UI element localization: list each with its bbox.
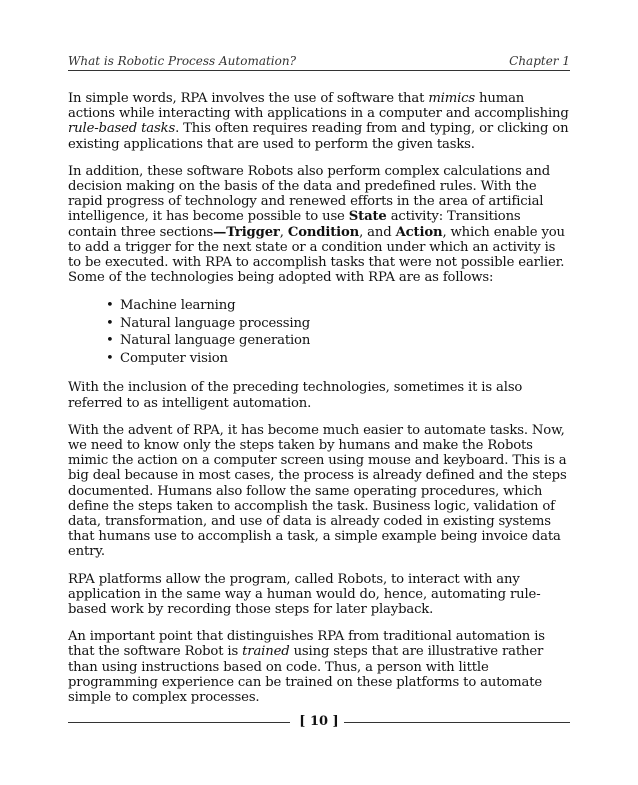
list-item: • Computer vision [120,350,570,368]
bold-action: Action [395,224,443,240]
paragraph-rpa-platforms: RPA platforms allow the program, called Robots, to interact with any application in the same way a human would do, hence, automating rule-based work by recording those steps for later playback. [68,571,541,618]
header-title: What is Robotic Process Automation? [68,54,297,68]
page-number: [ 10 ] [299,714,339,729]
text-run: , and [359,224,396,240]
bold-trigger: —Trigger [213,224,280,240]
emphasis-trained: trained [242,644,290,660]
page-body [68,91,570,717]
technology-list [68,297,570,367]
text-run: In simple words, RPA involves the use of software that [68,91,429,106]
text-run: . This often requires reading from and typing, or clicking on existing applications that are used to perform the given tasks. [68,121,569,152]
text-run: An important point that distinguishes RPA from traditional automation is that the software Robot is [68,629,545,660]
text-run: using steps that are illustrative rather than using instructions based on code. Thus, a person with little programming experience can be trained on these platforms to automate simple to complex processes. [68,644,544,706]
text-run: , which enable you to add a trigger for the next state or a condition under which an activity is to be executed. with RPA to accomplish tasks that were not possible earlier. Some of the technologies being adopted with RPA are as follows: [68,224,565,286]
list-item: • Machine learning [120,297,570,315]
bold-state: State [348,209,387,225]
text-run: In addition, these software Robots also perform complex calculations and decision making on the basis of the data and predefined rules. With the rapid progress of technology and renewed efforts in the area of artificial intelligence, it has become possible to use [68,163,551,225]
list-item: • Natural language processing [120,315,570,333]
paragraph-important-point [68,629,570,705]
text-run: , [279,224,288,240]
emphasis-mimics: mimics [428,91,476,106]
list-item: • Natural language generation [120,332,570,350]
paragraph-advent-of-rpa: With the advent of RPA, it has become much easier to automate tasks. Now, we need to know only the steps taken by humans and make the Robots mimic the action on a computer screen using mouse and keyboard. This is a big deal because in most cases, the process is already defined and the steps documented. Humans also follow the same operating procedures, which define the steps taken to accomplish the task. Business logic, validation of data, transformation, and use of data is already coded in existing systems that humans use to accomplish a task, a simple example being invoice data entry. [68,422,567,560]
emphasis-rule-based-tasks: rule-based tasks [68,121,176,137]
bold-condition: Condition [287,224,360,240]
paragraph-addition [68,164,570,286]
text-run: activity: Transitions contain three sections [68,209,521,240]
page-footer [68,714,570,730]
footer-rule-right [344,722,570,723]
header-chapter: Chapter 1 [509,54,570,68]
paragraph-intro [68,91,570,152]
paragraph-intelligent-automation: With the inclusion of the preceding technologies, sometimes it is also referred to as intelligent automation. [68,380,523,411]
text-run: human actions while interacting with applications in a computer and accomplishing [68,91,569,122]
running-header [68,55,570,71]
